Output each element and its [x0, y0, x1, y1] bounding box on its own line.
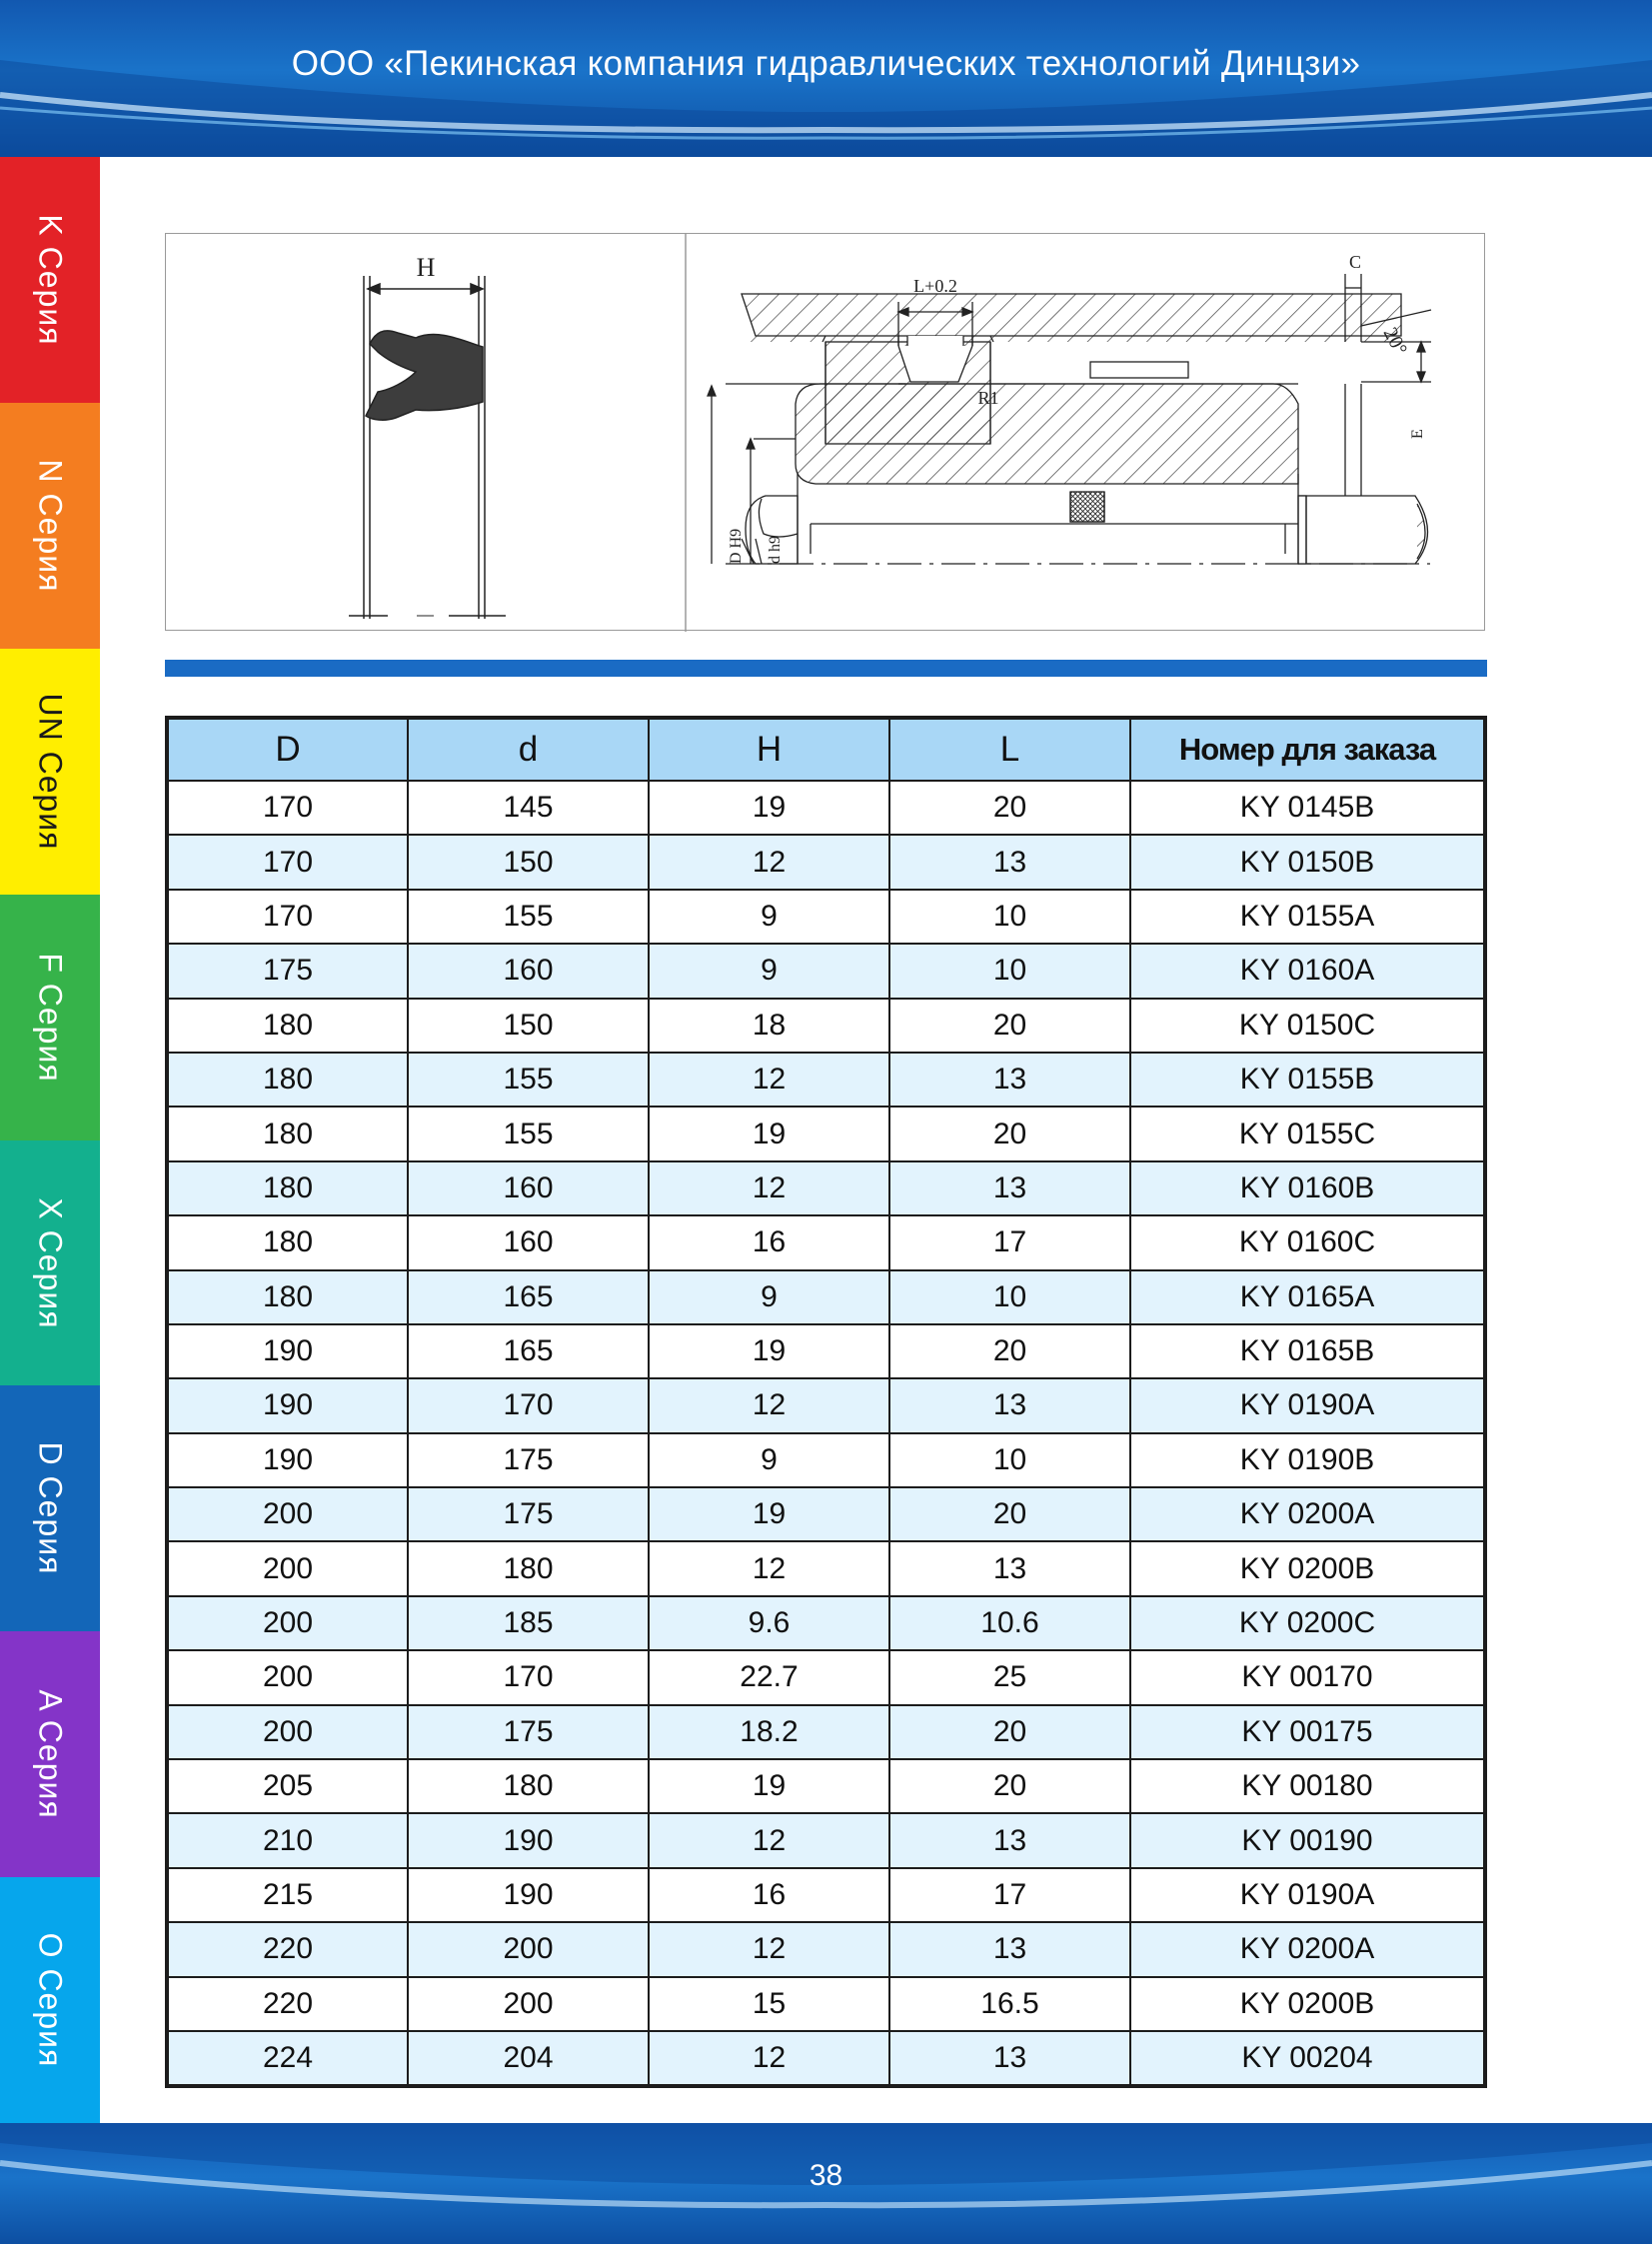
cell-d: 180 [408, 1759, 649, 1813]
angle-label: 20° [1378, 324, 1412, 360]
series-label: Серия [32, 983, 69, 1083]
cell-L: 25 [889, 1650, 1130, 1704]
table-row [167, 1378, 1485, 1432]
cell-D: 180 [167, 1161, 408, 1215]
column-header-L: L [889, 718, 1130, 781]
cell-D: 224 [167, 2031, 408, 2086]
cell-d: 200 [408, 1977, 649, 2031]
height-dimension-label: H [416, 253, 436, 282]
table-row [167, 1487, 1485, 1541]
series-label: Серия [32, 1229, 69, 1329]
cell-L: 13 [889, 1161, 1130, 1215]
table-row [167, 781, 1485, 835]
table-row [167, 1868, 1485, 1922]
cell-d: 175 [408, 1705, 649, 1759]
column-header-d: d [408, 718, 649, 781]
series-letter: UN [32, 693, 69, 742]
cell-L: 20 [889, 1705, 1130, 1759]
depth-label: E [1409, 429, 1426, 439]
table-row [167, 835, 1485, 889]
cell-H: 12 [649, 1053, 889, 1107]
cell-D: 220 [167, 1977, 408, 2031]
cell-L: 17 [889, 1215, 1130, 1269]
table-row [167, 1813, 1485, 1867]
cell-D: 180 [167, 1107, 408, 1160]
cell-order-number: KY 0160A [1130, 944, 1485, 998]
cell-D: 205 [167, 1759, 408, 1813]
cell-D: 190 [167, 1378, 408, 1432]
series-letter: O [32, 1932, 69, 1959]
series-letter: N [32, 459, 69, 484]
cell-order-number: KY 00175 [1130, 1705, 1485, 1759]
cell-L: 10 [889, 1433, 1130, 1487]
cell-D: 220 [167, 1922, 408, 1976]
cell-H: 19 [649, 1107, 889, 1160]
seal-profile-view [349, 276, 506, 619]
series-label: Серия [32, 493, 69, 593]
rod-diameter-label: d h9 [767, 536, 784, 564]
table-row [167, 999, 1485, 1053]
cell-H: 19 [649, 781, 889, 835]
table-row [167, 890, 1485, 944]
cell-d: 160 [408, 944, 649, 998]
table-row [167, 1107, 1485, 1160]
table-row [167, 1215, 1485, 1269]
cell-L: 20 [889, 1487, 1130, 1541]
series-label: Серия [32, 1475, 69, 1575]
cell-L: 20 [889, 999, 1130, 1053]
chamfer-label: C [1348, 252, 1362, 272]
cell-D: 170 [167, 835, 408, 889]
cell-L: 10.6 [889, 1596, 1130, 1650]
cell-order-number: KY 0155A [1130, 890, 1485, 944]
cell-L: 17 [889, 1868, 1130, 1922]
cell-order-number: KY 0155C [1130, 1107, 1485, 1160]
cell-D: 180 [167, 1270, 408, 1324]
cell-H: 16 [649, 1868, 889, 1922]
cell-d: 185 [408, 1596, 649, 1650]
cell-D: 180 [167, 999, 408, 1053]
cell-d: 165 [408, 1324, 649, 1378]
cell-order-number: KY 0200B [1130, 1541, 1485, 1595]
table-row [167, 1977, 1485, 2031]
cell-d: 170 [408, 1650, 649, 1704]
cell-H: 12 [649, 2031, 889, 2086]
table-row [167, 1433, 1485, 1487]
cell-H: 18 [649, 999, 889, 1053]
cell-d: 204 [408, 2031, 649, 2086]
cell-d: 170 [408, 1378, 649, 1432]
series-letter: X [32, 1196, 69, 1220]
cell-L: 20 [889, 1107, 1130, 1160]
cell-D: 200 [167, 1487, 408, 1541]
cell-D: 200 [167, 1705, 408, 1759]
cell-d: 175 [408, 1433, 649, 1487]
cell-L: 10 [889, 890, 1130, 944]
cell-D: 180 [167, 1053, 408, 1107]
cell-H: 19 [649, 1487, 889, 1541]
cell-order-number: KY 0165A [1130, 1270, 1485, 1324]
cell-d: 160 [408, 1161, 649, 1215]
page-header-title: ООО «Пекинская компания гидравлических технологий Динцзи» [291, 44, 1361, 83]
cell-L: 13 [889, 2031, 1130, 2086]
cell-order-number: KY 0200A [1130, 1487, 1485, 1541]
series-tab-un[interactable] [0, 649, 100, 895]
cell-H: 19 [649, 1759, 889, 1813]
series-tab-n[interactable] [0, 403, 100, 649]
cell-L: 10 [889, 944, 1130, 998]
cell-L: 13 [889, 1813, 1130, 1867]
cell-order-number: KY 0200A [1130, 1922, 1485, 1976]
table-row [167, 1596, 1485, 1650]
table-row [167, 1922, 1485, 1976]
gland-assembly-view [708, 274, 1431, 564]
cell-L: 10 [889, 1270, 1130, 1324]
series-label: Серия [32, 751, 69, 851]
cell-order-number: KY 0190A [1130, 1378, 1485, 1432]
series-letter: A [32, 1689, 69, 1711]
cell-order-number: KY 0155B [1130, 1053, 1485, 1107]
cell-H: 12 [649, 835, 889, 889]
cell-order-number: KY 00204 [1130, 2031, 1485, 2086]
page-number: 38 [809, 2159, 843, 2192]
column-header-D: D [167, 718, 408, 781]
cell-order-number: KY 0160B [1130, 1161, 1485, 1215]
series-sidebar [0, 157, 100, 2123]
table-row [167, 1541, 1485, 1595]
cell-d: 150 [408, 835, 649, 889]
table-row [167, 1324, 1485, 1378]
footer-banner [0, 2123, 1652, 2244]
cell-H: 12 [649, 1922, 889, 1976]
table-row [167, 1759, 1485, 1813]
cell-order-number: KY 0200C [1130, 1596, 1485, 1650]
table-row [167, 2031, 1485, 2086]
cell-L: 13 [889, 1922, 1130, 1976]
cell-order-number: KY 0145B [1130, 781, 1485, 835]
cell-order-number: KY 00190 [1130, 1813, 1485, 1867]
cell-order-number: KY 00170 [1130, 1650, 1485, 1704]
cell-H: 9 [649, 1433, 889, 1487]
cell-d: 190 [408, 1868, 649, 1922]
column-header-H: H [649, 718, 889, 781]
cell-order-number: KY 0150B [1130, 835, 1485, 889]
series-tab-d[interactable] [0, 1385, 100, 1631]
table-row [167, 1270, 1485, 1324]
cell-H: 22.7 [649, 1650, 889, 1704]
series-tab-x[interactable] [0, 1140, 100, 1386]
cell-order-number: KY 00180 [1130, 1759, 1485, 1813]
cell-order-number: KY 0190A [1130, 1868, 1485, 1922]
series-letter: K [32, 214, 69, 237]
cell-order-number: KY 0190B [1130, 1433, 1485, 1487]
cell-D: 175 [167, 944, 408, 998]
groove-length-label: L+0.2 [913, 276, 957, 296]
cell-H: 15 [649, 1977, 889, 2031]
cell-d: 200 [408, 1922, 649, 1976]
cell-L: 16.5 [889, 1977, 1130, 2031]
cell-H: 9 [649, 890, 889, 944]
cell-H: 9 [649, 944, 889, 998]
cell-H: 16 [649, 1215, 889, 1269]
cell-H: 12 [649, 1161, 889, 1215]
cell-D: 170 [167, 781, 408, 835]
cell-d: 155 [408, 1107, 649, 1160]
cell-d: 190 [408, 1813, 649, 1867]
series-tab-a[interactable] [0, 1631, 100, 1877]
table-row [167, 1161, 1485, 1215]
table-header-row [167, 718, 1485, 781]
series-tab-o[interactable] [0, 1877, 100, 2123]
cell-order-number: KY 0160C [1130, 1215, 1485, 1269]
table-row [167, 944, 1485, 998]
series-label: Серия [32, 246, 69, 346]
cell-d: 145 [408, 781, 649, 835]
cell-H: 9 [649, 1270, 889, 1324]
cell-L: 13 [889, 1053, 1130, 1107]
cell-order-number: KY 0150C [1130, 999, 1485, 1053]
seal-dimensions-table [165, 716, 1487, 2088]
cell-H: 9.6 [649, 1596, 889, 1650]
cell-H: 12 [649, 1813, 889, 1867]
cell-D: 190 [167, 1324, 408, 1378]
cell-d: 155 [408, 1053, 649, 1107]
table-row [167, 1650, 1485, 1704]
cell-L: 20 [889, 781, 1130, 835]
series-letter: D [32, 1441, 69, 1467]
cell-D: 215 [167, 1868, 408, 1922]
cell-L: 20 [889, 1324, 1130, 1378]
series-tab-f[interactable] [0, 895, 100, 1140]
cell-d: 155 [408, 890, 649, 944]
column-header-order-number: Номер для заказа [1130, 718, 1485, 781]
cell-L: 20 [889, 1759, 1130, 1813]
cell-d: 180 [408, 1541, 649, 1595]
cell-D: 170 [167, 890, 408, 944]
cell-d: 160 [408, 1215, 649, 1269]
series-tab-k[interactable] [0, 157, 100, 403]
drawing-svg [166, 234, 1486, 632]
section-divider [165, 660, 1487, 677]
table-row [167, 1705, 1485, 1759]
cell-H: 18.2 [649, 1705, 889, 1759]
cell-L: 13 [889, 1541, 1130, 1595]
cell-d: 165 [408, 1270, 649, 1324]
cell-d: 175 [408, 1487, 649, 1541]
cell-D: 210 [167, 1813, 408, 1867]
cell-d: 150 [408, 999, 649, 1053]
cell-H: 19 [649, 1324, 889, 1378]
radius-label: R1 [977, 388, 999, 408]
series-label: Серия [32, 1968, 69, 2068]
cell-D: 200 [167, 1596, 408, 1650]
cell-order-number: KY 0200B [1130, 1977, 1485, 2031]
header-banner [0, 0, 1652, 157]
bore-diameter-label: D H9 [728, 528, 745, 564]
series-label: Серия [32, 1720, 69, 1819]
cell-D: 200 [167, 1650, 408, 1704]
table-row [167, 1053, 1485, 1107]
cell-H: 12 [649, 1378, 889, 1432]
cell-order-number: KY 0165B [1130, 1324, 1485, 1378]
cell-L: 13 [889, 1378, 1130, 1432]
cell-D: 190 [167, 1433, 408, 1487]
series-letter: F [32, 952, 69, 974]
cell-D: 200 [167, 1541, 408, 1595]
cell-D: 180 [167, 1215, 408, 1269]
cell-L: 13 [889, 835, 1130, 889]
seal-technical-drawing [165, 233, 1485, 631]
cell-H: 12 [649, 1541, 889, 1595]
